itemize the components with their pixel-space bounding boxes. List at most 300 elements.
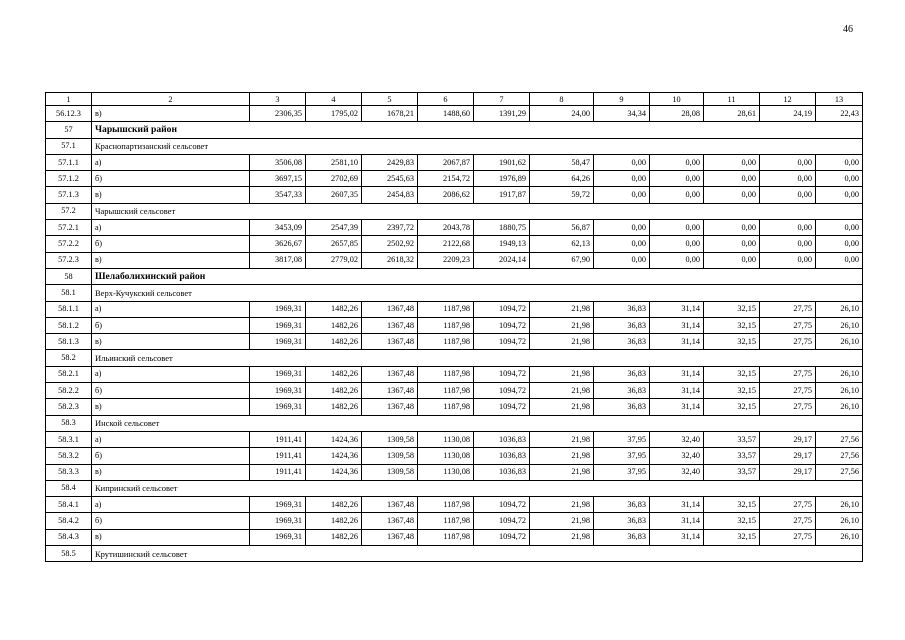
cell-col-10: 0,00 <box>650 220 704 236</box>
council-title: Ильинский сельсовет <box>92 350 863 366</box>
cell-col-10: 28,08 <box>650 106 704 122</box>
cell-col-13: 26,10 <box>816 334 863 350</box>
column-header-4: 4 <box>306 93 362 106</box>
table-row <box>46 252 863 268</box>
cell-col-8: 21,98 <box>530 529 594 545</box>
cell-col-11: 32,15 <box>704 513 760 529</box>
cell-col-9: 36,83 <box>594 529 650 545</box>
row-variant-label: б) <box>92 383 250 399</box>
cell-col-11: 32,15 <box>704 383 760 399</box>
cell-col-4: 1482,26 <box>306 399 362 415</box>
row-code: 58.3.1 <box>46 431 92 447</box>
cell-col-4: 1482,26 <box>306 366 362 382</box>
cell-col-10: 0,00 <box>650 171 704 187</box>
cell-col-8: 58,47 <box>530 154 594 170</box>
cell-col-4: 1482,26 <box>306 317 362 333</box>
cell-col-8: 64,26 <box>530 171 594 187</box>
row-code: 57.1 <box>46 138 92 154</box>
cell-col-9: 0,00 <box>594 171 650 187</box>
cell-col-8: 21,98 <box>530 497 594 513</box>
cell-col-6: 2086,62 <box>418 187 474 203</box>
row-code: 58.4.3 <box>46 529 92 545</box>
council-title: Чарышский сельсовет <box>92 203 863 219</box>
cell-col-8: 21,98 <box>530 317 594 333</box>
council-title: Инской сельсовет <box>92 415 863 431</box>
cell-col-10: 0,00 <box>650 154 704 170</box>
cell-col-9: 36,83 <box>594 334 650 350</box>
cell-col-3: 1969,31 <box>250 399 306 415</box>
row-code: 57.2 <box>46 203 92 219</box>
column-header-1: 1 <box>46 93 92 106</box>
cell-col-10: 31,14 <box>650 497 704 513</box>
cell-col-13: 26,10 <box>816 366 863 382</box>
cell-col-8: 24,00 <box>530 106 594 122</box>
cell-col-13: 0,00 <box>816 252 863 268</box>
cell-col-13: 26,10 <box>816 399 863 415</box>
cell-col-6: 1187,98 <box>418 383 474 399</box>
row-code: 57.1.3 <box>46 187 92 203</box>
cell-col-10: 31,14 <box>650 334 704 350</box>
cell-col-6: 1187,98 <box>418 399 474 415</box>
council-heading-row <box>46 350 863 366</box>
row-code: 57.2.3 <box>46 252 92 268</box>
table-row <box>46 301 863 317</box>
cell-col-13: 0,00 <box>816 187 863 203</box>
cell-col-9: 36,83 <box>594 301 650 317</box>
column-header-5: 5 <box>362 93 418 106</box>
column-header-6: 6 <box>418 93 474 106</box>
cell-col-12: 0,00 <box>760 154 816 170</box>
cell-col-12: 27,75 <box>760 513 816 529</box>
council-heading-row <box>46 546 863 562</box>
cell-col-8: 62,13 <box>530 236 594 252</box>
district-heading-row <box>46 122 863 138</box>
row-code: 58.1.2 <box>46 317 92 333</box>
cell-col-7: 1094,72 <box>474 301 530 317</box>
cell-col-3: 3626,67 <box>250 236 306 252</box>
cell-col-3: 3547,33 <box>250 187 306 203</box>
cell-col-3: 3817,08 <box>250 252 306 268</box>
cell-col-4: 1482,26 <box>306 383 362 399</box>
cell-col-6: 1187,98 <box>418 334 474 350</box>
row-variant-label: в) <box>92 529 250 545</box>
cell-col-8: 21,98 <box>530 334 594 350</box>
cell-col-13: 27,56 <box>816 464 863 480</box>
district-title: Шелаболихинский район <box>92 268 863 284</box>
cell-col-5: 1367,48 <box>362 529 418 545</box>
council-title: Верх-Кучукский сельсовет <box>92 285 863 301</box>
cell-col-11: 32,15 <box>704 366 760 382</box>
cell-col-10: 0,00 <box>650 236 704 252</box>
column-header-12: 12 <box>760 93 816 106</box>
cell-col-8: 21,98 <box>530 399 594 415</box>
cell-col-12: 29,17 <box>760 448 816 464</box>
table-row <box>46 187 863 203</box>
row-variant-label: в) <box>92 187 250 203</box>
cell-col-8: 67,90 <box>530 252 594 268</box>
row-variant-label: а) <box>92 366 250 382</box>
cell-col-5: 1309,58 <box>362 448 418 464</box>
table-body <box>46 106 863 562</box>
cell-col-13: 26,10 <box>816 497 863 513</box>
cell-col-6: 1130,08 <box>418 431 474 447</box>
cell-col-5: 1367,48 <box>362 513 418 529</box>
cell-col-6: 1187,98 <box>418 317 474 333</box>
table-row <box>46 399 863 415</box>
cell-col-7: 2024,14 <box>474 252 530 268</box>
cell-col-7: 1094,72 <box>474 513 530 529</box>
table-row <box>46 366 863 382</box>
cell-col-11: 28,61 <box>704 106 760 122</box>
cell-col-6: 1488,60 <box>418 106 474 122</box>
cell-col-4: 1424,36 <box>306 431 362 447</box>
row-code: 58.1 <box>46 285 92 301</box>
cell-col-3: 3453,09 <box>250 220 306 236</box>
district-title: Чарышский район <box>92 122 863 138</box>
cell-col-5: 1678,21 <box>362 106 418 122</box>
table-row <box>46 154 863 170</box>
table-row <box>46 529 863 545</box>
council-title: Крутишинский сельсовет <box>92 546 863 562</box>
cell-col-13: 0,00 <box>816 171 863 187</box>
cell-col-7: 1880,75 <box>474 220 530 236</box>
cell-col-11: 32,15 <box>704 334 760 350</box>
row-variant-label: б) <box>92 236 250 252</box>
cell-col-13: 26,10 <box>816 513 863 529</box>
cell-col-5: 2429,83 <box>362 154 418 170</box>
cell-col-7: 1036,83 <box>474 448 530 464</box>
cell-col-10: 31,14 <box>650 383 704 399</box>
table-row <box>46 383 863 399</box>
cell-col-5: 1367,48 <box>362 317 418 333</box>
cell-col-5: 1367,48 <box>362 399 418 415</box>
cell-col-12: 27,75 <box>760 497 816 513</box>
cell-col-5: 1367,48 <box>362 366 418 382</box>
cell-col-5: 1367,48 <box>362 497 418 513</box>
cell-col-8: 56,87 <box>530 220 594 236</box>
cell-col-10: 0,00 <box>650 187 704 203</box>
cell-col-5: 1367,48 <box>362 383 418 399</box>
cell-col-12: 27,75 <box>760 317 816 333</box>
row-code: 57.1.1 <box>46 154 92 170</box>
cell-col-6: 1130,08 <box>418 464 474 480</box>
cell-col-6: 2122,68 <box>418 236 474 252</box>
row-variant-label: а) <box>92 220 250 236</box>
cell-col-11: 32,15 <box>704 497 760 513</box>
row-code: 57.2.2 <box>46 236 92 252</box>
cell-col-4: 2547,39 <box>306 220 362 236</box>
cell-col-9: 36,83 <box>594 366 650 382</box>
column-header-row <box>46 93 863 106</box>
cell-col-6: 1187,98 <box>418 513 474 529</box>
cell-col-13: 26,10 <box>816 301 863 317</box>
cell-col-3: 3506,08 <box>250 154 306 170</box>
cell-col-12: 0,00 <box>760 236 816 252</box>
row-code: 57.1.2 <box>46 171 92 187</box>
column-header-8: 8 <box>530 93 594 106</box>
cell-col-9: 36,83 <box>594 399 650 415</box>
cell-col-3: 2306,35 <box>250 106 306 122</box>
cell-col-3: 1969,31 <box>250 334 306 350</box>
row-variant-label: б) <box>92 317 250 333</box>
cell-col-9: 0,00 <box>594 154 650 170</box>
cell-col-11: 0,00 <box>704 154 760 170</box>
cell-col-4: 1482,26 <box>306 513 362 529</box>
row-code: 58.4 <box>46 480 92 496</box>
cell-col-12: 27,75 <box>760 383 816 399</box>
column-header-13: 13 <box>816 93 863 106</box>
district-heading-row <box>46 268 863 284</box>
cell-col-9: 36,83 <box>594 383 650 399</box>
cell-col-6: 1187,98 <box>418 301 474 317</box>
row-code: 58.1.1 <box>46 301 92 317</box>
cell-col-11: 0,00 <box>704 220 760 236</box>
row-code: 57.2.1 <box>46 220 92 236</box>
cell-col-4: 2657,85 <box>306 236 362 252</box>
row-code: 58.4.1 <box>46 497 92 513</box>
table-row <box>46 431 863 447</box>
cell-col-5: 1309,58 <box>362 464 418 480</box>
cell-col-8: 21,98 <box>530 301 594 317</box>
row-variant-label: а) <box>92 154 250 170</box>
cell-col-8: 21,98 <box>530 431 594 447</box>
page-number: 46 <box>843 24 853 35</box>
cell-col-5: 2454,83 <box>362 187 418 203</box>
cell-col-6: 1187,98 <box>418 529 474 545</box>
cell-col-13: 26,10 <box>816 383 863 399</box>
row-code: 58.2.3 <box>46 399 92 415</box>
cell-col-5: 2545,63 <box>362 171 418 187</box>
cell-col-12: 29,17 <box>760 431 816 447</box>
cell-col-4: 2702,69 <box>306 171 362 187</box>
council-heading-row <box>46 203 863 219</box>
cell-col-3: 1969,31 <box>250 301 306 317</box>
cell-col-13: 27,56 <box>816 431 863 447</box>
cell-col-5: 2502,92 <box>362 236 418 252</box>
cell-col-10: 31,14 <box>650 513 704 529</box>
table-row <box>46 334 863 350</box>
cell-col-9: 34,34 <box>594 106 650 122</box>
cell-col-4: 1482,26 <box>306 497 362 513</box>
row-code: 58.3.3 <box>46 464 92 480</box>
cell-col-4: 1795,02 <box>306 106 362 122</box>
cell-col-12: 24,19 <box>760 106 816 122</box>
cell-col-7: 1094,72 <box>474 529 530 545</box>
cell-col-7: 1949,13 <box>474 236 530 252</box>
cell-col-4: 2779,02 <box>306 252 362 268</box>
cell-col-6: 1187,98 <box>418 366 474 382</box>
cell-col-6: 2154,72 <box>418 171 474 187</box>
row-code: 57 <box>46 122 92 138</box>
row-code: 58.2.2 <box>46 383 92 399</box>
row-code: 58.4.2 <box>46 513 92 529</box>
cell-col-10: 31,14 <box>650 366 704 382</box>
cell-col-9: 37,95 <box>594 431 650 447</box>
cell-col-11: 32,15 <box>704 399 760 415</box>
cell-col-8: 59,72 <box>530 187 594 203</box>
cell-col-4: 1482,26 <box>306 529 362 545</box>
cell-col-9: 0,00 <box>594 236 650 252</box>
cell-col-9: 36,83 <box>594 497 650 513</box>
cell-col-7: 1917,87 <box>474 187 530 203</box>
table-row <box>46 236 863 252</box>
cell-col-11: 32,15 <box>704 317 760 333</box>
cell-col-3: 1911,41 <box>250 464 306 480</box>
cell-col-3: 3697,15 <box>250 171 306 187</box>
cell-col-13: 26,10 <box>816 529 863 545</box>
cell-col-9: 0,00 <box>594 187 650 203</box>
table-row <box>46 106 863 122</box>
cell-col-9: 0,00 <box>594 220 650 236</box>
cell-col-3: 1911,41 <box>250 448 306 464</box>
cell-col-12: 27,75 <box>760 334 816 350</box>
cell-col-10: 31,14 <box>650 399 704 415</box>
council-heading-row <box>46 480 863 496</box>
row-variant-label: б) <box>92 448 250 464</box>
row-code: 58 <box>46 268 92 284</box>
cell-col-9: 37,95 <box>594 464 650 480</box>
column-header-9: 9 <box>594 93 650 106</box>
cell-col-4: 1424,36 <box>306 464 362 480</box>
cell-col-3: 1969,31 <box>250 513 306 529</box>
row-code: 58.3 <box>46 415 92 431</box>
cell-col-6: 1130,08 <box>418 448 474 464</box>
cell-col-12: 27,75 <box>760 301 816 317</box>
row-code: 58.2.1 <box>46 366 92 382</box>
row-variant-label: в) <box>92 106 250 122</box>
cell-col-5: 1367,48 <box>362 301 418 317</box>
cell-col-13: 0,00 <box>816 236 863 252</box>
cell-col-10: 32,40 <box>650 448 704 464</box>
row-variant-label: а) <box>92 497 250 513</box>
column-header-7: 7 <box>474 93 530 106</box>
cell-col-12: 27,75 <box>760 366 816 382</box>
row-variant-label: в) <box>92 399 250 415</box>
row-code: 58.1.3 <box>46 334 92 350</box>
column-header-11: 11 <box>704 93 760 106</box>
row-code: 58.5 <box>46 546 92 562</box>
cell-col-9: 36,83 <box>594 317 650 333</box>
council-heading-row <box>46 285 863 301</box>
cell-col-11: 33,57 <box>704 464 760 480</box>
table-row <box>46 497 863 513</box>
council-title: Краснопартизанский сельсовет <box>92 138 863 154</box>
cell-col-4: 2581,10 <box>306 154 362 170</box>
table-row <box>46 448 863 464</box>
cell-col-12: 0,00 <box>760 171 816 187</box>
council-heading-row <box>46 138 863 154</box>
cell-col-12: 27,75 <box>760 399 816 415</box>
column-header-3: 3 <box>250 93 306 106</box>
cell-col-11: 32,15 <box>704 301 760 317</box>
cell-col-8: 21,98 <box>530 464 594 480</box>
cell-col-12: 27,75 <box>760 529 816 545</box>
row-variant-label: а) <box>92 301 250 317</box>
cell-col-6: 1187,98 <box>418 497 474 513</box>
table-row <box>46 220 863 236</box>
cell-col-13: 22,43 <box>816 106 863 122</box>
cell-col-6: 2067,87 <box>418 154 474 170</box>
cell-col-13: 0,00 <box>816 220 863 236</box>
row-code: 58.2 <box>46 350 92 366</box>
row-code: 56.12.3 <box>46 106 92 122</box>
cell-col-6: 2043,78 <box>418 220 474 236</box>
cell-col-12: 0,00 <box>760 252 816 268</box>
table-row <box>46 317 863 333</box>
cell-col-7: 1094,72 <box>474 317 530 333</box>
cell-col-5: 2618,32 <box>362 252 418 268</box>
row-variant-label: б) <box>92 513 250 529</box>
cell-col-7: 1094,72 <box>474 366 530 382</box>
cell-col-3: 1969,31 <box>250 366 306 382</box>
cell-col-13: 0,00 <box>816 154 863 170</box>
cell-col-3: 1969,31 <box>250 317 306 333</box>
row-variant-label: в) <box>92 252 250 268</box>
cell-col-3: 1969,31 <box>250 529 306 545</box>
council-heading-row <box>46 415 863 431</box>
table-row <box>46 513 863 529</box>
cell-col-3: 1969,31 <box>250 497 306 513</box>
table-row <box>46 464 863 480</box>
cell-col-10: 31,14 <box>650 317 704 333</box>
cell-col-11: 33,57 <box>704 431 760 447</box>
column-header-2: 2 <box>92 93 250 106</box>
cell-col-5: 1309,58 <box>362 431 418 447</box>
cell-col-11: 32,15 <box>704 529 760 545</box>
cell-col-12: 0,00 <box>760 187 816 203</box>
cell-col-3: 1969,31 <box>250 383 306 399</box>
cell-col-7: 1976,89 <box>474 171 530 187</box>
cell-col-8: 21,98 <box>530 383 594 399</box>
cell-col-4: 2607,35 <box>306 187 362 203</box>
cell-col-4: 1482,26 <box>306 334 362 350</box>
cell-col-10: 0,00 <box>650 252 704 268</box>
cell-col-4: 1482,26 <box>306 301 362 317</box>
cell-col-7: 1391,29 <box>474 106 530 122</box>
cell-col-10: 32,40 <box>650 431 704 447</box>
cell-col-7: 1036,83 <box>474 431 530 447</box>
cell-col-7: 1094,72 <box>474 497 530 513</box>
cell-col-7: 1094,72 <box>474 383 530 399</box>
cell-col-4: 1424,36 <box>306 448 362 464</box>
cell-col-8: 21,98 <box>530 513 594 529</box>
cell-col-12: 0,00 <box>760 220 816 236</box>
cell-col-7: 1901,62 <box>474 154 530 170</box>
cell-col-11: 0,00 <box>704 171 760 187</box>
cell-col-8: 21,98 <box>530 366 594 382</box>
row-variant-label: а) <box>92 431 250 447</box>
cell-col-7: 1094,72 <box>474 399 530 415</box>
cell-col-3: 1911,41 <box>250 431 306 447</box>
cell-col-10: 31,14 <box>650 529 704 545</box>
cell-col-5: 2397,72 <box>362 220 418 236</box>
cell-col-6: 2209,23 <box>418 252 474 268</box>
cell-col-9: 0,00 <box>594 252 650 268</box>
cell-col-7: 1094,72 <box>474 334 530 350</box>
council-title: Кипринский сельсовет <box>92 480 863 496</box>
cell-col-10: 32,40 <box>650 464 704 480</box>
cell-col-13: 27,56 <box>816 448 863 464</box>
row-variant-label: в) <box>92 334 250 350</box>
cell-col-11: 0,00 <box>704 187 760 203</box>
cell-col-11: 0,00 <box>704 252 760 268</box>
cell-col-9: 36,83 <box>594 513 650 529</box>
cell-col-12: 29,17 <box>760 464 816 480</box>
row-code: 58.3.2 <box>46 448 92 464</box>
cell-col-7: 1036,83 <box>474 464 530 480</box>
table-row <box>46 171 863 187</box>
column-header-10: 10 <box>650 93 704 106</box>
